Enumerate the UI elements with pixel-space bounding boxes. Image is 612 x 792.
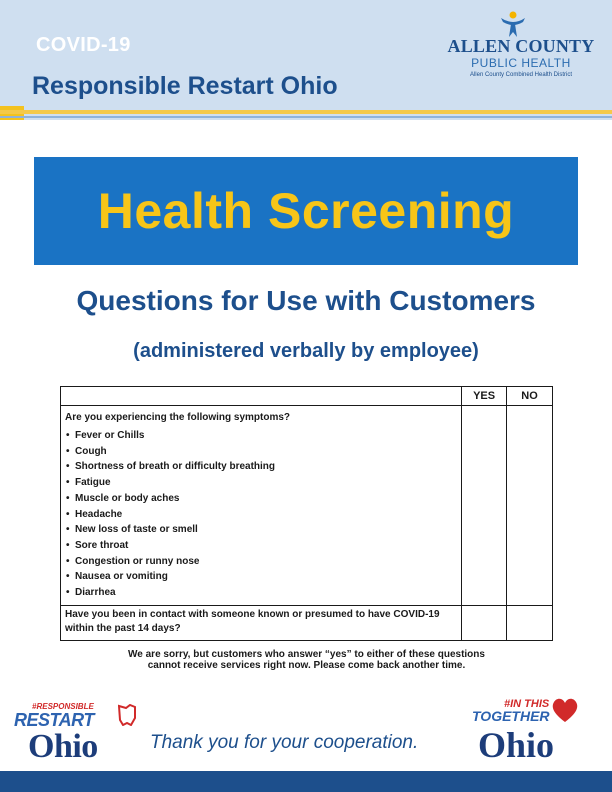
org-district: Allen County Combined Health District xyxy=(469,72,573,78)
question-column-header xyxy=(61,387,462,406)
symptoms-question: Are you experiencing the following symptoms? xyxy=(65,412,291,423)
allen-county-logo xyxy=(440,10,602,88)
subtitle: Questions for Use with Customers xyxy=(76,285,536,316)
list-item: • Fatigue xyxy=(65,475,457,491)
header-stripe xyxy=(0,110,612,114)
org-subtitle: PUBLIC HEALTH xyxy=(471,56,571,70)
table-row xyxy=(61,406,553,606)
header-title: Responsible Restart Ohio xyxy=(32,72,338,100)
ohio-state-icon xyxy=(118,704,136,726)
list-item: • Diarrhea xyxy=(65,585,457,601)
no-column-header: NO xyxy=(507,387,553,406)
list-item: • Cough xyxy=(65,444,457,460)
symptoms-question-cell xyxy=(61,406,462,606)
subtitle-note: (administered verbally by employee) xyxy=(133,340,479,362)
list-item: • Headache xyxy=(65,507,457,523)
list-item: • Fever or Chills xyxy=(65,428,457,444)
header-stripe-thin xyxy=(0,116,612,118)
no-checkbox-cell[interactable] xyxy=(507,605,553,640)
yes-column-header: YES xyxy=(462,387,507,406)
footer-bar xyxy=(0,771,612,792)
thanks-text: Thank you for your cooperation. xyxy=(150,732,419,753)
no-checkbox-cell[interactable] xyxy=(507,406,553,606)
ito-together: TOGETHER xyxy=(472,708,550,724)
org-name: ALLEN COUNTY xyxy=(447,36,595,56)
heart-icon xyxy=(550,696,580,724)
list-item: • New loss of taste or smell xyxy=(65,522,457,538)
ito-ohio: Ohio xyxy=(478,725,555,765)
list-item: • Muscle or body aches xyxy=(65,491,457,507)
list-item: • Congestion or runny nose xyxy=(65,554,457,570)
person-figure-icon xyxy=(498,10,528,38)
contact-question: Have you been in contact with someone known or presumed to have COVID-19 within the past 14 days? xyxy=(61,605,462,640)
table-row xyxy=(61,605,553,640)
yes-checkbox-cell[interactable] xyxy=(462,605,507,640)
responsible-restart-ohio-logo xyxy=(14,702,144,766)
notice-text xyxy=(60,649,553,671)
yes-checkbox-cell[interactable] xyxy=(462,406,507,606)
screening-table xyxy=(60,386,553,641)
table-header-row xyxy=(61,387,553,406)
list-item: • Sore throat xyxy=(65,538,457,554)
rro-restart: RESTART xyxy=(14,710,94,730)
rro-ohio: Ohio xyxy=(28,728,98,765)
covid-label: COVID-19 xyxy=(36,34,131,56)
list-item: • Nausea or vomiting xyxy=(65,569,457,585)
in-this-together-ohio-logo xyxy=(470,696,602,766)
title-banner xyxy=(34,157,578,265)
page-title: Health Screening xyxy=(97,183,515,239)
notice-line: cannot receive services right now. Please come back another time. xyxy=(147,660,466,671)
list-item: • Shortness of breath or difficulty breathing xyxy=(65,459,457,475)
ito-hashtag: #IN THIS xyxy=(504,698,550,710)
symptom-list xyxy=(65,428,457,601)
rro-hashtag: #RESPONSIBLE xyxy=(32,702,94,711)
notice-line: We are sorry, but customers who answer “yes” to either of these questions xyxy=(128,649,485,660)
